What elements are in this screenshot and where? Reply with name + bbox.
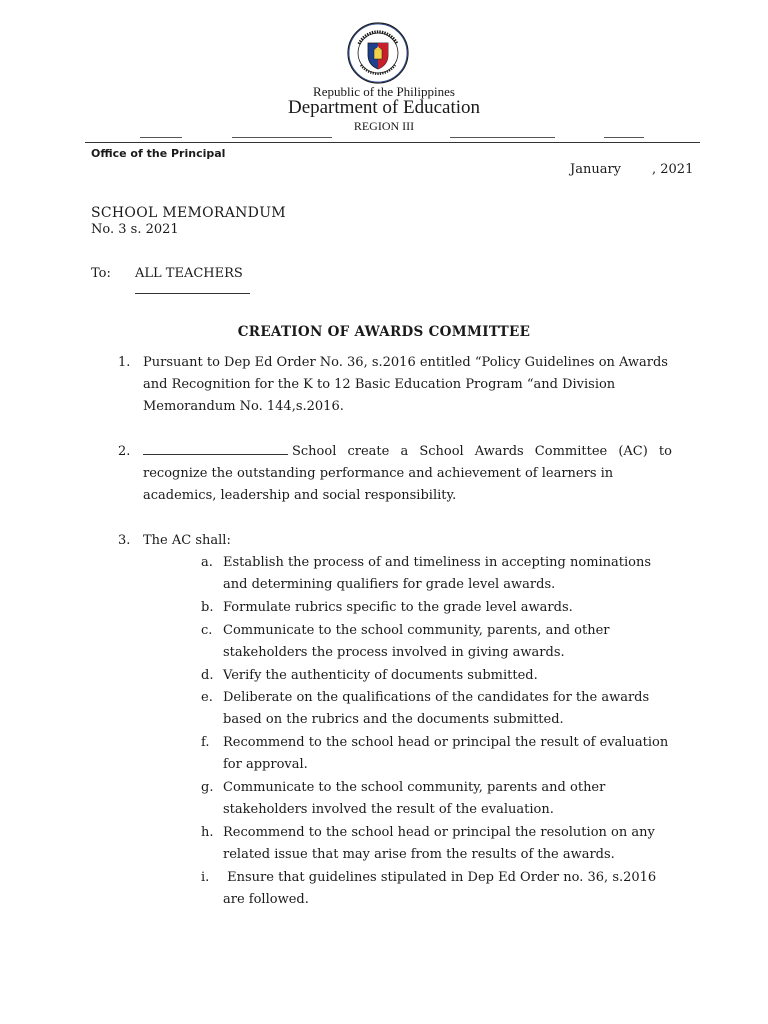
recipient-underline bbox=[135, 293, 250, 294]
office-label: Office of the Principal bbox=[91, 147, 226, 160]
paragraph-line: recognize the outstanding performance and achievement of learners in bbox=[143, 466, 614, 481]
republic-label: Republic of the Philippines bbox=[313, 84, 455, 99]
paragraph-line: Memorandum No. 144,s.2016. bbox=[143, 399, 344, 414]
list-item-line: related issue that may arise from the results of the awards. bbox=[223, 847, 615, 862]
list-item-line: stakeholders the process involved in giving awards. bbox=[223, 645, 565, 660]
list-item-letter: c. bbox=[201, 623, 213, 638]
list-item-line: Communicate to the school community, parents and other bbox=[223, 780, 606, 795]
list-item-line: Establish the process of and timeliness in accepting nominations bbox=[223, 555, 652, 570]
list-item-letter: h. bbox=[201, 825, 214, 840]
to-label: To: bbox=[91, 266, 111, 281]
department-title: Department of Education bbox=[287, 97, 481, 118]
header-divider-accent bbox=[604, 137, 644, 138]
paragraph-line: Pursuant to Dep Ed Order No. 36, s.2016 entitled “Policy Guidelines on Awards bbox=[143, 355, 668, 370]
date-month: January bbox=[570, 162, 622, 177]
paragraph-number: 3. bbox=[118, 533, 131, 548]
paragraph-number: 1. bbox=[118, 355, 131, 370]
list-item-letter: b. bbox=[201, 600, 214, 615]
list-item-line: Ensure that guidelines stipulated in Dep Ed Order no. 36, s.2016 bbox=[223, 870, 657, 885]
paragraph-line-text: School create a School Awards Committee (AC) to bbox=[292, 444, 672, 459]
paragraph-line-with-blank bbox=[143, 441, 676, 463]
school-name-blank bbox=[143, 442, 288, 455]
header-divider-accent bbox=[140, 137, 182, 138]
list-item-letter: i. bbox=[201, 870, 210, 885]
memo-heading: CREATION OF AWARDS COMMITTEE bbox=[237, 324, 531, 340]
deped-seal-logo bbox=[347, 22, 409, 84]
list-item-line: for approval. bbox=[223, 757, 308, 772]
paragraph-line: academics, leadership and social responsibility. bbox=[143, 488, 457, 503]
paragraph-line: and Recognition for the K to 12 Basic Education Program “and Division bbox=[143, 377, 616, 392]
header-divider bbox=[85, 142, 700, 143]
memo-number: No. 3 s. 2021 bbox=[91, 222, 179, 237]
memo-title: SCHOOL MEMORANDUM bbox=[91, 205, 286, 221]
list-item-letter: d. bbox=[201, 668, 214, 683]
list-item-line: Formulate rubrics specific to the grade level awards. bbox=[223, 600, 573, 615]
list-item-line: Deliberate on the qualifications of the candidates for the awards bbox=[223, 690, 650, 705]
region-label: REGION III bbox=[353, 119, 415, 133]
list-item-letter: g. bbox=[201, 780, 214, 795]
to-recipient: ALL TEACHERS bbox=[135, 266, 243, 281]
list-item-line: Recommend to the school head or principal the resolution on any bbox=[223, 825, 655, 840]
list-item-line: Recommend to the school head or principal the result of evaluation bbox=[223, 735, 669, 750]
list-item-line: Communicate to the school community, parents, and other bbox=[223, 623, 610, 638]
date-year: , 2021 bbox=[652, 162, 694, 177]
header-divider-accent bbox=[232, 137, 332, 138]
list-item-letter: f. bbox=[201, 735, 210, 750]
header-divider-accent bbox=[450, 137, 555, 138]
list-item-line: stakeholders involved the result of the evaluation. bbox=[223, 802, 554, 817]
list-item-line: are followed. bbox=[223, 892, 309, 907]
list-item-line: and determining qualifiers for grade level awards. bbox=[223, 577, 556, 592]
list-item-letter: e. bbox=[201, 690, 213, 705]
list-item-letter: a. bbox=[201, 555, 213, 570]
paragraph-line: The AC shall: bbox=[143, 533, 231, 548]
list-item-line: based on the rubrics and the documents submitted. bbox=[223, 712, 564, 727]
paragraph-number: 2. bbox=[118, 444, 131, 459]
list-item-line: Verify the authenticity of documents submitted. bbox=[223, 668, 538, 683]
